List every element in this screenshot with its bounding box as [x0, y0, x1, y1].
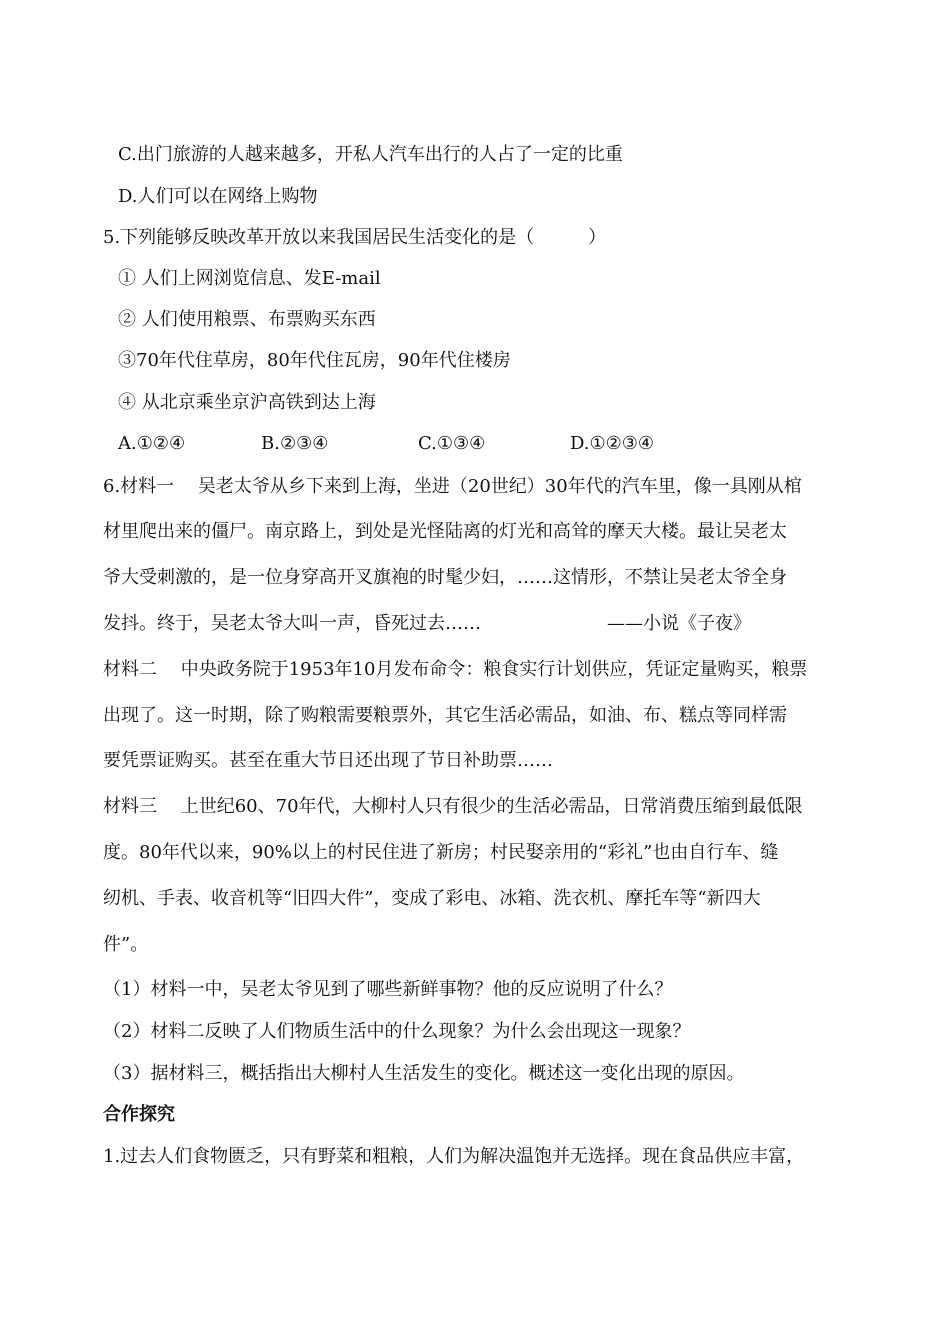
q6-material1-line-3: 爷大受刺激的，是一位身穿高开叉旗袍的时髦少妇，……这情形，不禁让吴老太爷全身: [103, 567, 787, 588]
q5-item-2: ② 人们使用粮票、布票购买东西: [118, 309, 376, 330]
q6-material3-line-2: 度。80年代以来，90%以上的村民住进了新房；村民娶亲用的“彩礼”也由自行车、缝: [103, 842, 779, 863]
q5-stem: 5.下列能够反映改革开放以来我国居民生活变化的是（ ）: [103, 227, 607, 248]
q6-material1-line-1: 6.材料一 吴老太爷从乡下来到上海，坐进（20世纪）30年代的汽车里，像一具刚从棺: [103, 476, 802, 497]
q5-item-1: ① 人们上网浏览信息、发E-mail: [118, 268, 381, 289]
q6-question-2: （2）材料二反映了人们物质生活中的什么现象？为什么会出现这一现象？: [103, 1021, 691, 1042]
q4-option-d: D.人们可以在网络上购物: [118, 186, 318, 207]
q6-material2-line-3: 要凭票证购买。甚至在重大节日还出现了节日补助票……: [103, 750, 553, 771]
q6-material1-line-4: 发抖。终于，吴老太爷大叫一声，昏死过去…… ——小说《子夜》: [103, 613, 751, 634]
q6-material3-line-4: 件”。: [103, 934, 149, 955]
q6-question-3: （3）据材料三，概括指出大柳村人生活发生的变化。概述这一变化出现的原因。: [103, 1063, 745, 1084]
q6-material2-line-1: 材料二 中央政务院于1953年10月发布命令：粮食实行计划供应，凭证定量购买，粮票: [103, 659, 808, 680]
q6-question-1: （1）材料一中，吴老太爷见到了哪些新鲜事物？他的反应说明了什么？: [103, 979, 673, 1000]
q6-material3-line-3: 纫机、手表、收音机等“旧四大件”，变成了彩电、冰箱、洗衣机、摩托车等“新四大: [103, 888, 761, 909]
q5-item-3: ③70年代住草房，80年代住瓦房，90年代住楼房: [118, 350, 511, 371]
q6-material3-line-1: 材料三 上世纪60、70年代，大柳村人只有很少的生活必需品，日常消费压缩到最低限: [103, 796, 803, 817]
q5-choice-a: A.①②④: [118, 433, 186, 454]
q5-choices: [118, 432, 718, 456]
cooperative-q1: 1.过去人们食物匮乏，只有野菜和粗粮，人们为解决温饱并无选择。现在食品供应丰富，: [103, 1146, 805, 1167]
q5-choice-d: D.①②③④: [570, 433, 655, 454]
q6-material1-line-2: 材里爬出来的僵尸。南京路上，到处是光怪陆离的灯光和高耸的摩天大楼。最让吴老太: [103, 521, 787, 542]
q5-choice-c: C.①③④: [418, 433, 486, 454]
section-heading: 合作探究: [103, 1104, 175, 1125]
q6-material2-line-2: 出现了。这一时期，除了购粮需要粮票外，其它生活必需品，如油、布、糕点等同样需: [103, 705, 787, 726]
q4-option-c: C.出门旅游的人越来越多，开私人汽车出行的人占了一定的比重: [118, 144, 623, 165]
q5-item-4: ④ 从北京乘坐京沪高铁到达上海: [118, 392, 376, 413]
q5-choice-b: B.②③④: [261, 433, 329, 454]
